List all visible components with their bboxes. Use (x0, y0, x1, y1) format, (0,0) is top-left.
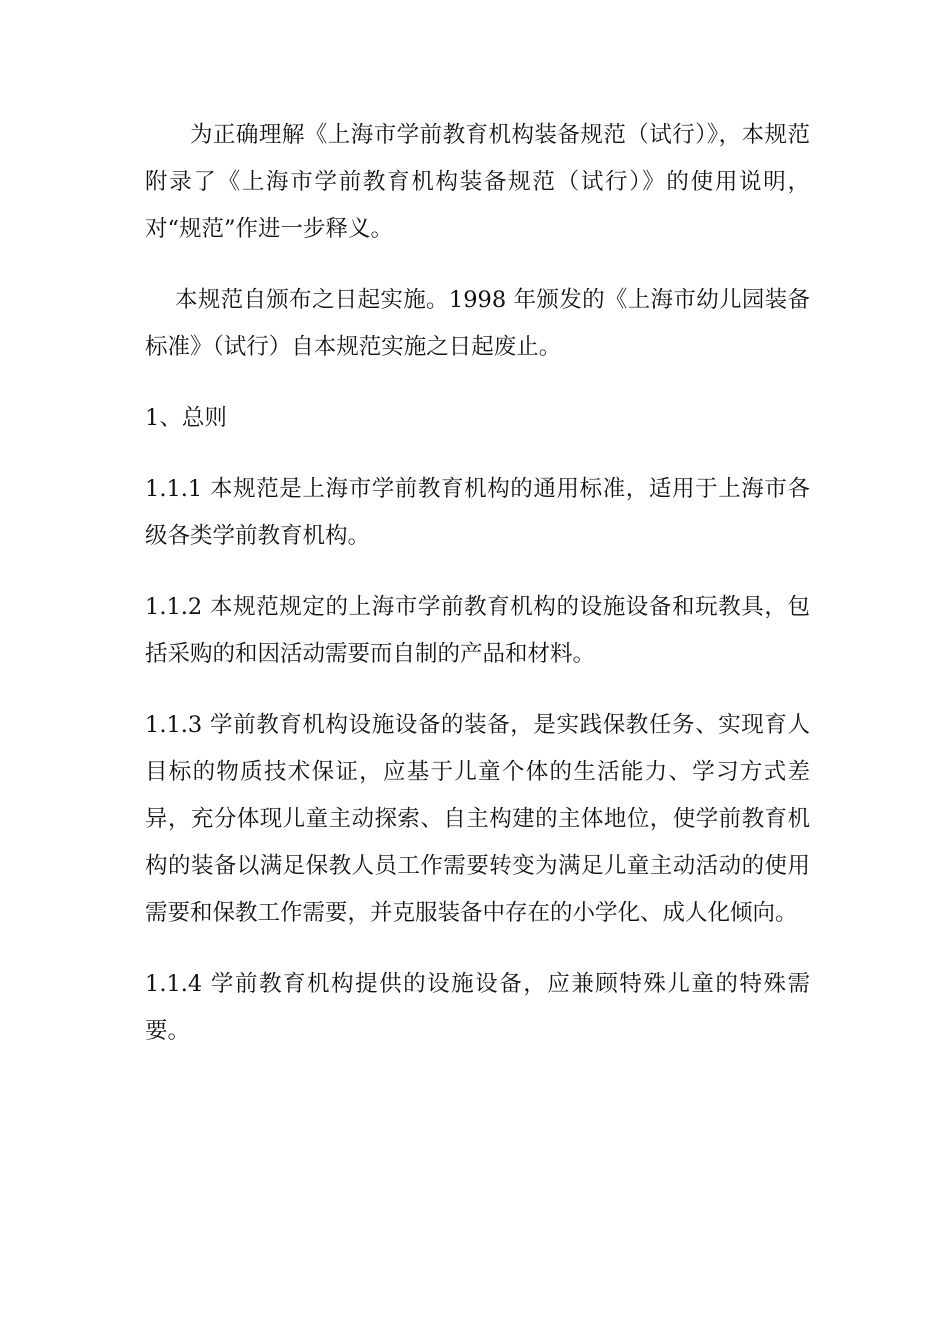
intro-paragraph: 为正确理解《上海市学前教育机构装备规范（试行）》，本规范附录了《上海市学前教育机构装备规范（试行）》的使用说明，对“规范”作进一步释义。 (145, 122, 810, 242)
section-heading-general: 1、总则 (145, 405, 227, 431)
clause-1-1-3: 1.1.3 学前教育机构设施设备的装备，是实践保教任务、实现育人目标的物质技术保证，应基于儿童个体的生活能力、学习方式差异，充分体现儿童主动探索、自主构建的主体地位，使学前教育机构的装备以满足保教人员工作需要转变为满足儿童主动活动的使用需要和保教工作需要，并克服装备中存在的小学化、成人化倾向。 (145, 712, 810, 926)
document-body (145, 112, 810, 1079)
clause-1-1-4: 1.1.4 学前教育机构提供的设施设备，应兼顾特殊儿童的特殊需要。 (145, 971, 810, 1044)
clause-1-1-2: 1.1.2 本规范规定的上海市学前教育机构的设施设备和玩教具，包括采购的和因活动需要而自制的产品和材料。 (145, 594, 810, 667)
clause-1-1-1: 1.1.1 本规范是上海市学前教育机构的通用标准，适用于上海市各级各类学前教育机构。 (145, 476, 810, 549)
effective-date-paragraph: 本规范自颁布之日起实施。1998 年颁发的《上海市幼儿园装备标准》（试行）自本规范实施之日起废止。 (145, 287, 810, 360)
